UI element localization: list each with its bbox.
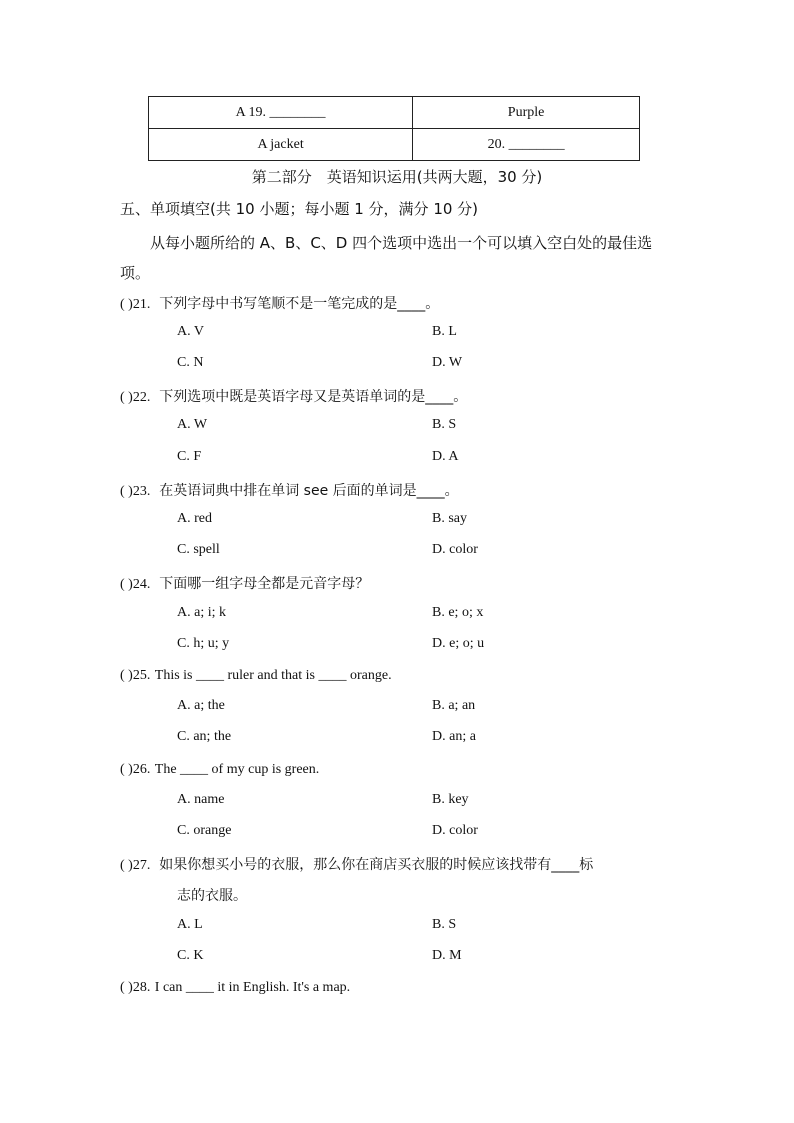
question-28 [120, 979, 350, 996]
question-23 [120, 480, 459, 500]
question-24 [120, 573, 369, 593]
option-c: C. h; u; y [177, 636, 230, 651]
answer-blank[interactable]: ( ) [120, 297, 133, 312]
option-c: C. K [177, 948, 204, 963]
answer-blank[interactable]: ( ) [120, 390, 133, 405]
question-26 [120, 761, 319, 778]
option-b: B. S [432, 917, 457, 932]
question-text: This is ____ ruler and that is ____ orange. [154, 668, 392, 683]
question-text: 下列字母中书写笔顺不是一笔完成的是____。 [159, 296, 440, 312]
question-text: The ____ of my cup is green. [154, 762, 320, 777]
question-text: I can ____ it in English. It's a map. [154, 980, 351, 995]
option-d: D. A [432, 449, 459, 464]
option-a: A. red [177, 511, 212, 526]
table-cell: A 19. ________ [149, 97, 413, 129]
option-a: A. a; i; k [177, 605, 226, 620]
option-c: C. orange [177, 823, 232, 838]
answer-blank[interactable]: ( ) [120, 762, 133, 777]
option-a: A. V [177, 324, 204, 339]
question-22 [120, 386, 467, 406]
question-number: 24. [132, 577, 151, 592]
option-c: C. F [177, 449, 202, 464]
answer-blank[interactable]: ( ) [120, 858, 133, 873]
question-number: 26. [132, 762, 151, 777]
question-number: 27. [132, 858, 151, 873]
question-number: 21. [132, 297, 151, 312]
option-d: D. e; o; u [432, 636, 485, 651]
option-b: B. say [432, 511, 467, 526]
answer-blank[interactable]: ( ) [120, 980, 133, 995]
answer-blank[interactable]: ( ) [120, 484, 133, 499]
table-cell: A jacket [149, 129, 413, 161]
question-text: 下列选项中既是英语字母又是英语单词的是____。 [159, 389, 468, 405]
table-row [149, 129, 640, 161]
section-title: 第二部分 英语知识运用(共两大题，30 分) [251, 168, 543, 186]
option-d: D. W [432, 355, 463, 370]
option-b: B. S [432, 417, 457, 432]
table-cell: 20. ________ [413, 129, 640, 161]
question-text-continued: 志的衣服。 [177, 888, 247, 904]
option-a: A. name [177, 792, 225, 807]
option-a: A. L [177, 917, 203, 932]
option-d: D. M [432, 948, 462, 963]
option-c: C. spell [177, 542, 220, 557]
section-heading: 五、单项填空(共 10 小题；每小题 1 分，满分 10 分) [120, 200, 479, 218]
option-d: D. color [432, 823, 478, 838]
option-b: B. a; an [432, 698, 476, 713]
option-d: D. color [432, 542, 478, 557]
option-c: C. N [177, 355, 204, 370]
answer-blank[interactable]: ( ) [120, 577, 133, 592]
instructions: 从每小题所给的 A、B、C、D 四个选项中选出一个可以填入空白处的最佳选项。 [120, 234, 653, 282]
option-a: A. a; the [177, 698, 225, 713]
question-number: 28. [132, 980, 151, 995]
option-a: A. W [177, 417, 208, 432]
question-number: 23. [132, 484, 151, 499]
answer-blank[interactable]: ( ) [120, 668, 133, 683]
question-text: 如果你想买小号的衣服，那么你在商店买衣服的时候应该找带有____标 [159, 857, 594, 873]
answer-table [148, 96, 640, 161]
option-b: B. e; o; x [432, 605, 484, 620]
question-number: 25. [132, 668, 151, 683]
question-21 [120, 293, 439, 313]
table-row [149, 97, 640, 129]
option-b: B. L [432, 324, 457, 339]
question-text: 在英语词典中排在单词 see 后面的单词是____。 [159, 483, 459, 499]
question-27 [120, 854, 593, 874]
question-number: 22. [132, 390, 151, 405]
option-c: C. an; the [177, 729, 232, 744]
table-cell: Purple [413, 97, 640, 129]
option-d: D. an; a [432, 729, 476, 744]
option-b: B. key [432, 792, 469, 807]
question-text: 下面哪一组字母全都是元音字母？ [159, 576, 370, 592]
question-25 [120, 667, 392, 684]
